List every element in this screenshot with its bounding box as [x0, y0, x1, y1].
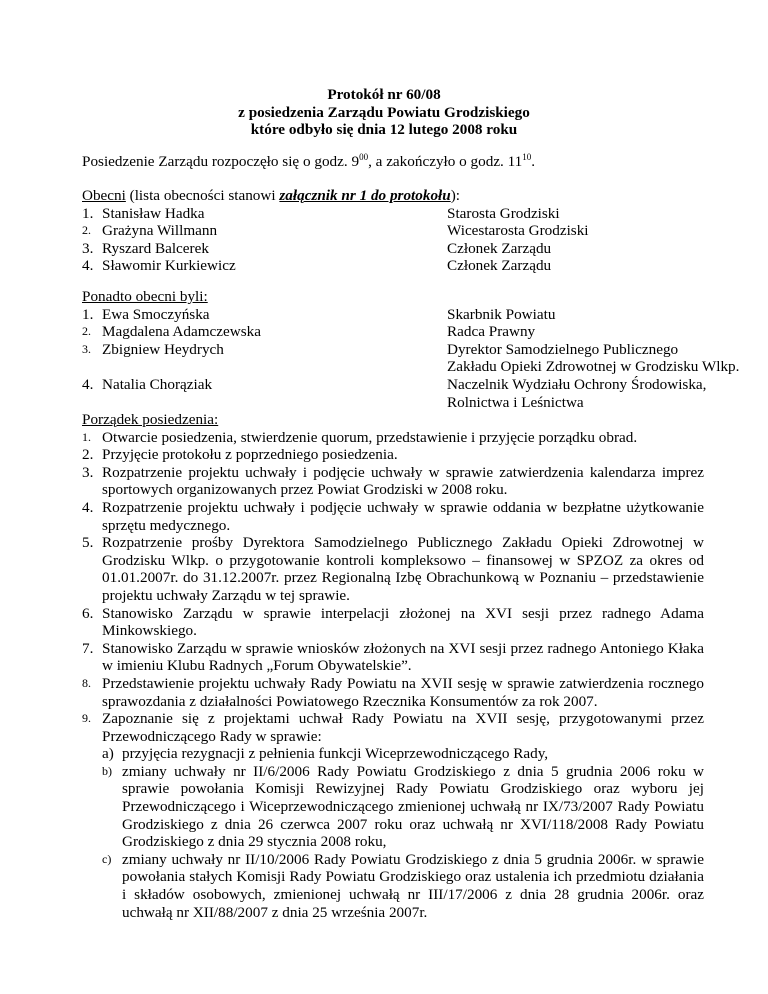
agenda-item-number: 1. — [82, 429, 91, 444]
agenda-subitem — [82, 763, 704, 851]
member-name: Sławomir Kurkiewicz — [102, 257, 236, 275]
present-note-suffix: ): — [450, 187, 460, 204]
agenda-item-text: Rozpatrzenie projektu uchwały i podjęcie uchwały w sprawie zatwierdzenia kalendarza imprez sportowych organizowanych przez Powiat Grodziski w 2008 roku. — [102, 463, 704, 499]
agenda-heading — [82, 411, 704, 429]
member-name: Zbigniew Heydrych — [102, 340, 224, 358]
agenda-item — [82, 605, 704, 640]
agenda-item-text: Rozpatrzenie prośby Dyrektora Samodzielnego Publicznego Zakładu Opieki Zdrowotnej w Grodzisku Wlkp. o przygotowanie kontroli kompleksowo – finansowej w SPZOZ za okres od 01.01.2007r. do 31.12.2007r. przez Regionalną Izbę Obrachunkową w Poznaniu – przedstawienie projektu uchwały Zarządu w tej sprawie. — [102, 534, 704, 604]
agenda-section — [82, 411, 704, 921]
member-role: Naczelnik Wydziału Ochrony Środowiska, — [447, 375, 707, 393]
member-role: Dyrektor Samodzielnego Publicznego — [447, 340, 679, 358]
also-present-member-row — [82, 306, 702, 324]
present-note-prefix: (lista obecności stanowi — [125, 187, 280, 204]
agenda-item-number: 9. — [82, 711, 91, 726]
agenda-subitem-text: zmiany uchwały nr II/6/2006 Rady Powiatu Grodziskiego z dnia 5 grudnia 2006 roku w sprawie powołania Komisji Rewizyjnej Rady Powiatu Grodziskiego oraz wyboru jej Przewodniczącego i Wiceprzewodniczącego zmienionej uchwałą nr IX/73/2007 Rady Powiatu Grodziskiego z dnia 26 czerwca 2007 roku oraz uchwałą nr XVI/118/2008 Rady Powiatu Grodziskiego z dnia 29 stycznia 2008 roku, — [122, 762, 704, 851]
also-present-role-continuation — [82, 358, 740, 376]
agenda-subitem-letter: c) — [102, 851, 112, 866]
agenda-subitem-text: zmiany uchwały nr II/10/2006 Rady Powiatu Grodziskiego z dnia 5 grudnia 2006r. w sprawie powołania stałych Komisji Rady Powiatu Grodziskiego oraz ustalenia ich przedmiotu działania i składów osobowych, zmienionej uchwałą nr III/17/2006 z dnia 28 grudnia 2006r. oraz uchwałą nr XII/88/2007 z dnia 25 września 2007r. — [122, 850, 704, 921]
also-present-section — [82, 288, 740, 411]
title-line-2: z posiedzenia Zarządu Powiatu Grodziskiego — [238, 103, 530, 121]
present-member-row — [82, 222, 702, 240]
member-role: Wicestarosta Grodziski — [447, 222, 589, 240]
member-role: Skarbnik Powiatu — [447, 305, 556, 323]
also-present-heading — [82, 288, 702, 306]
member-number: 2. — [82, 223, 91, 238]
member-number: 1. — [82, 305, 94, 323]
title-line-3: które odbyło się dnia 12 lutego 2008 roku — [250, 121, 518, 139]
member-number: 3. — [82, 239, 94, 257]
present-member-row — [82, 205, 702, 223]
also-present-member-row — [82, 375, 707, 394]
agenda-item-number: 6. — [82, 604, 94, 622]
agenda-subitem — [82, 851, 704, 921]
present-heading — [82, 187, 702, 205]
agenda-item-number: 8. — [82, 675, 91, 690]
member-number: 1. — [82, 204, 94, 222]
agenda-item — [82, 534, 704, 604]
agenda-subitem-letter: b) — [102, 763, 112, 778]
opening-text-2: , a zakończyło o godz. 11 — [368, 153, 523, 170]
present-note-attachment: załącznik nr 1 do protokołu — [279, 187, 451, 204]
member-number: 4. — [82, 375, 94, 393]
agenda-item-number: 2. — [82, 446, 94, 464]
opening-statement — [82, 153, 535, 171]
agenda-item-text: Przedstawienie projektu uchwały Rady Powiatu na XVII sesję w sprawie zatwierdzenia rocznego sprawozdania z działalności Powiatowego Rzecznika Konsumentów za rok 2007. — [102, 674, 704, 710]
also-present-member-row — [82, 341, 702, 359]
agenda-item-number: 7. — [82, 639, 94, 657]
member-name: Ryszard Balcerek — [102, 239, 209, 257]
agenda-item — [82, 675, 704, 710]
document-title — [0, 86, 768, 139]
agenda-item-text: Przyjęcie protokołu z poprzedniego posiedzenia. — [102, 446, 398, 464]
present-member-row — [82, 257, 702, 275]
member-number: 2. — [82, 324, 91, 339]
also-present-member-row — [82, 323, 702, 341]
member-role: Członek Zarządu — [447, 239, 552, 257]
agenda-item-number: 5. — [82, 534, 94, 552]
agenda-item — [82, 640, 704, 675]
member-number: 3. — [82, 341, 91, 356]
title-line-1: Protokół nr 60/08 — [327, 86, 441, 103]
member-role-line-2: Zakładu Opieki Zdrowotnej w Grodzisku Wlkp. — [447, 358, 740, 376]
present-section — [82, 187, 702, 275]
member-role: Członek Zarządu — [447, 257, 552, 275]
opening-text-1: Posiedzenie Zarządu rozpoczęło się o godz. 9 — [82, 153, 360, 170]
member-number: 4. — [82, 257, 94, 275]
member-role: Radca Prawny — [447, 323, 536, 341]
agenda-item-text: Stanowisko Zarządu w sprawie interpelacji złożonej na XVI sesji przez radnego Adama Minkowskiego. — [102, 604, 704, 640]
agenda-label: Porządek posiedzenia: — [82, 411, 219, 428]
present-label: Obecni — [82, 187, 126, 204]
member-role-line-2: Rolnictwa i Leśnictwa — [447, 393, 584, 411]
opening-time-minutes-end: 10 — [522, 152, 532, 162]
also-present-label: Ponadto obecni byli: — [82, 288, 208, 305]
member-name: Grażyna Willmann — [102, 222, 218, 240]
agenda-item — [82, 464, 704, 499]
opening-time-minutes-start: 00 — [359, 152, 369, 162]
agenda-subitem-text: przyjęcia rezygnacji z pełnienia funkcji Wiceprzewodniczącego Rady, — [122, 745, 549, 763]
agenda-item — [82, 429, 704, 447]
agenda-subitem — [82, 745, 704, 763]
agenda-item-text: Zapoznanie się z projektami uchwał Rady Powiatu na XVII sesję, przygotowanymi przez Przewodniczącego Rady w sprawie: — [102, 710, 704, 745]
agenda-item-text: Otwarcie posiedzenia, stwierdzenie quorum, przedstawienie i przyjęcie porządku obrad. — [102, 428, 638, 446]
agenda-item-text: Rozpatrzenie projektu uchwały i podjęcie uchwały w sprawie oddania w bezpłatne użytkowanie sprzętu medycznego. — [102, 498, 704, 534]
agenda-item — [82, 446, 704, 464]
member-name: Natalia Chorąziak — [102, 375, 213, 393]
member-name: Magdalena Adamczewska — [102, 323, 261, 341]
agenda-item-number: 4. — [82, 498, 94, 516]
member-name: Ewa Smoczyńska — [102, 305, 210, 323]
opening-text-3: . — [531, 153, 536, 170]
agenda-subitem-letter: a) — [102, 745, 114, 763]
agenda-item-text: Stanowisko Zarządu w sprawie wniosków złożonych na XVI sesji przez radnego Antoniego Kłaka w imieniu Klubu Radnych „Forum Obywatelskie”. — [102, 639, 704, 675]
agenda-item-number: 3. — [82, 463, 94, 481]
also-present-role-continuation — [82, 394, 702, 412]
present-member-row — [82, 240, 702, 258]
agenda-item — [82, 710, 704, 745]
member-name: Stanisław Hadka — [102, 204, 205, 222]
agenda-item — [82, 499, 704, 534]
member-role: Starosta Grodziski — [447, 204, 560, 222]
